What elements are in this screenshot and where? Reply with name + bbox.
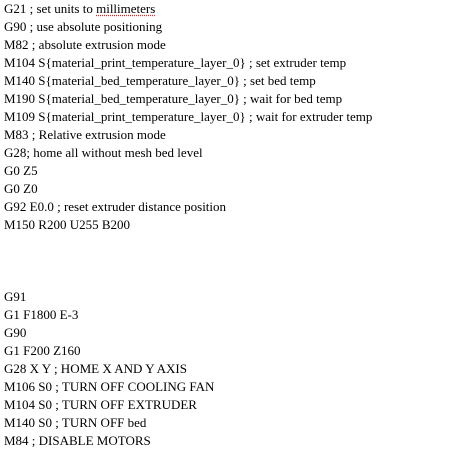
gcode-line: G0 Z0 [4,181,38,196]
gcode-line: G90 [4,325,27,340]
gcode-line: M104 S0 ; TURN OFF EXTRUDER [4,397,197,412]
gcode-line: G92 E0.0 ; reset extruder distance position [4,199,227,214]
gcode-line-text: G21 ; set units to [4,1,97,16]
gcode-line: G28 X Y ; HOME X AND Y AXIS [4,361,187,376]
gcode-line: M83 ; Relative extrusion mode [4,127,166,142]
blank-line [4,234,454,252]
gcode-line: M140 S{material_bed_temperature_layer_0} ; set bed temp [4,73,316,88]
gcode-line: G1 F1800 E-3 [4,307,79,322]
gcode-line [4,0,454,18]
gcode-line: M84 ; DISABLE MOTORS [4,433,151,448]
gcode-line: M82 ; absolute extrusion mode [4,37,166,52]
gcode-line: G90 ; use absolute positioning [4,19,163,34]
gcode-line: G0 Z5 [4,163,38,178]
gcode-line: M104 S{material_print_temperature_layer_0} ; set extruder temp [4,55,347,70]
gcode-line: M140 S0 ; TURN OFF bed [4,415,147,430]
gcode-document [4,0,454,450]
gcode-line: M109 S{material_print_temperature_layer_0} ; wait for extruder temp [4,109,373,124]
gcode-line: M190 S{material_bed_temperature_layer_0} ; wait for bed temp [4,91,343,106]
blank-line [4,252,454,270]
gcode-line: M106 S0 ; TURN OFF COOLING FAN [4,379,215,394]
gcode-line: G1 F200 Z160 [4,343,81,358]
gcode-line: M150 R200 U255 B200 [4,217,131,232]
gcode-line: G28; home all without mesh bed level [4,145,203,160]
blank-line [4,270,454,288]
gcode-line: G91 [4,289,27,304]
spellcheck-flagged-word[interactable]: millimeters [96,1,156,16]
